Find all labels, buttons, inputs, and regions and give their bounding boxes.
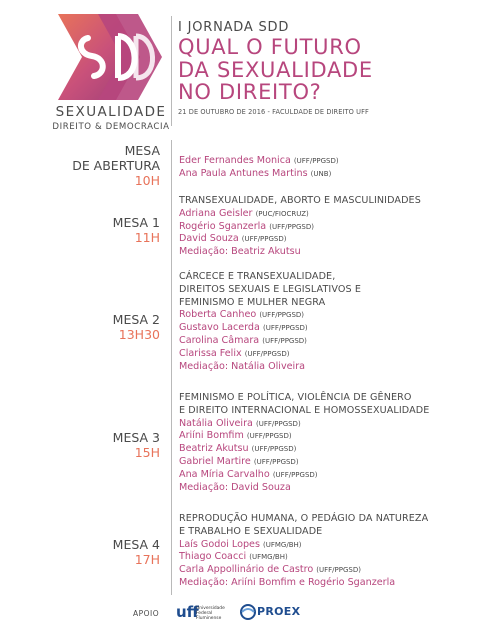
speaker-name: Eder Fernandes Monica xyxy=(179,155,291,166)
moderator-name: Mediação: Beatriz Akutsu xyxy=(179,246,301,258)
event-logo xyxy=(44,14,174,138)
uff-caption-line: Universidade xyxy=(196,606,225,611)
speaker-name: Roberta Canheo xyxy=(179,309,257,321)
proex-wordmark: PROEX xyxy=(257,605,301,618)
uff-caption-line: Fluminense xyxy=(196,616,222,621)
session-topic: REPRODUÇÃO HUMANA, O PEDÁGIO DA NATUREZA xyxy=(179,513,429,524)
speaker-row xyxy=(179,456,469,469)
title-line: QUAL O FUTURO xyxy=(178,35,362,59)
sdd-logo-mark xyxy=(58,14,162,100)
page-title xyxy=(178,36,468,104)
speaker-name: Adriana Geisler xyxy=(179,207,253,219)
uff-wordmark: uff xyxy=(176,603,199,621)
session-topic: DIREITOS SEXUAIS E LEGISLATIVOS E xyxy=(179,283,361,295)
uff-caption-line: Federal xyxy=(196,611,213,616)
session-time: 17H xyxy=(134,552,160,567)
speaker-row xyxy=(179,309,469,322)
title-line: DA SEXUALIDADE xyxy=(178,57,373,82)
speaker-row xyxy=(179,322,469,335)
speaker-affiliation: (UFF/PPGSD) xyxy=(255,419,301,428)
speaker-affiliation: (UFF/PPGSD) xyxy=(259,311,305,320)
speaker-name: Rogério Sganzerla xyxy=(179,220,267,232)
speaker-affiliation: (UFF/PPGSD) xyxy=(246,432,292,441)
speaker-row xyxy=(179,539,469,552)
speaker-name: Ana Paula Antunes Martins xyxy=(179,167,308,179)
speaker-affiliation: (UFF/PPGSD) xyxy=(272,470,318,479)
moderator-name: Mediação: Ariíni Bomfim e Rogério Sganzerla xyxy=(179,576,396,588)
speaker-affiliation: (UFF/PPGSD) xyxy=(269,222,314,231)
session-block xyxy=(179,392,469,494)
session-block xyxy=(179,155,469,181)
speaker-affiliation: (UNB) xyxy=(310,169,332,178)
moderator-row xyxy=(179,482,469,495)
session-label xyxy=(0,143,160,188)
session-time: 10H xyxy=(134,173,160,188)
session-label-line: MESA 1 xyxy=(112,215,160,230)
speaker-name: Thiago Coacci xyxy=(179,551,247,563)
speaker-affiliation: (UFF/PPGSD) xyxy=(251,445,297,454)
speaker-row xyxy=(179,430,469,443)
schedule-divider xyxy=(171,140,172,595)
session-topic: E TRABALHO E SEXUALIDADE xyxy=(179,525,323,537)
speaker-name: David Souza xyxy=(179,233,239,245)
title-line: NO DIREITO? xyxy=(178,80,322,104)
speaker-row xyxy=(179,168,469,181)
speaker-affiliation: (UFF/PPGSD) xyxy=(293,157,339,165)
speaker-name: Ana Míria Carvalho xyxy=(179,468,270,480)
session-label-line: MESA xyxy=(124,143,160,158)
speaker-row xyxy=(179,348,469,361)
speaker-name: Laís Godoi Lopes xyxy=(179,538,260,550)
logo-subtitle: DIREITO & DEMOCRACIA xyxy=(52,122,170,132)
speaker-name: Natália Oliveira xyxy=(179,417,253,429)
session-time: 15H xyxy=(134,445,160,460)
logo-title: SEXUALIDADE xyxy=(55,104,167,120)
speaker-row xyxy=(179,335,469,348)
speaker-row xyxy=(179,469,469,482)
speaker-affiliation: (UFF/PPGSD) xyxy=(241,235,287,244)
speaker-name: Gustavo Lacerda xyxy=(179,322,260,334)
session-block xyxy=(179,271,469,373)
session-label-line: DE ABERTURA xyxy=(72,158,160,173)
speaker-row xyxy=(179,564,469,577)
uff-caption xyxy=(196,606,225,621)
session-topic: E DIREITO INTERNACIONAL E HOMOSSEXUALIDADE xyxy=(179,404,430,416)
speaker-affiliation: (UFF/PPGSD) xyxy=(262,324,308,333)
session-label xyxy=(0,430,160,460)
session-topic: CÁRCECE E TRANSEXUALIDADE, xyxy=(179,271,336,282)
speaker-affiliation: (PUC/FIOCRUZ) xyxy=(255,209,309,218)
speaker-row xyxy=(179,551,469,564)
speaker-affiliation: (UFF/PPGSD) xyxy=(253,457,299,466)
session-label-line: MESA 4 xyxy=(112,537,160,552)
speaker-name: Gabriel Martire xyxy=(179,455,251,467)
session-time: 13H30 xyxy=(118,327,160,342)
speaker-row xyxy=(179,221,469,234)
session-block xyxy=(179,195,469,259)
speaker-affiliation: (UFMG/BH) xyxy=(263,540,302,549)
session-label-line: MESA 3 xyxy=(112,430,160,445)
speaker-row xyxy=(179,443,469,456)
moderator-row xyxy=(179,361,469,374)
moderator-row xyxy=(179,577,469,590)
session-topic: FEMINISMO E MULHER NEGRA xyxy=(179,296,326,308)
speaker-name: Carla Appollinário de Castro xyxy=(179,564,314,576)
moderator-name: Mediação: Natália Oliveira xyxy=(179,360,306,372)
speaker-affiliation: (UFF/PPGSD) xyxy=(244,349,290,358)
moderator-row xyxy=(179,246,469,259)
session-block xyxy=(179,513,469,590)
speaker-row xyxy=(179,418,469,431)
session-topic: TRANSEXUALIDADE, ABORTO E MASCULINIDADES xyxy=(179,195,421,206)
speaker-name: Clarissa Felix xyxy=(179,347,242,359)
speaker-row xyxy=(179,155,469,168)
session-time: 11H xyxy=(134,230,160,245)
speaker-affiliation: (UFF/PPGSD) xyxy=(262,336,307,345)
session-label-line: MESA 2 xyxy=(112,312,160,327)
speaker-row xyxy=(179,208,469,221)
support-label: APOIO xyxy=(133,609,160,618)
header-divider xyxy=(171,16,172,126)
session-label xyxy=(0,215,160,245)
session-topic: FEMINISMO E POLÍTICA, VIOLÊNCIA DE GÊNERO xyxy=(179,392,412,403)
session-label xyxy=(0,312,160,342)
speaker-name: Ariíni Bomfim xyxy=(179,430,244,442)
speaker-affiliation: (UFMG/BH) xyxy=(249,553,288,562)
session-label xyxy=(0,537,160,567)
speaker-row xyxy=(179,233,469,246)
speaker-name: Beatriz Akutsu xyxy=(179,443,249,455)
event-date-venue: 21 DE OUTUBRO DE 2016 - FACULDADE DE DIREITO UFF xyxy=(178,108,369,116)
speaker-affiliation: (UFF/PPGSD) xyxy=(316,566,361,575)
moderator-name: Mediação: David Souza xyxy=(179,481,291,493)
speaker-name: Carolina Câmara xyxy=(179,334,260,346)
event-name: I JORNADA SDD xyxy=(178,20,290,35)
